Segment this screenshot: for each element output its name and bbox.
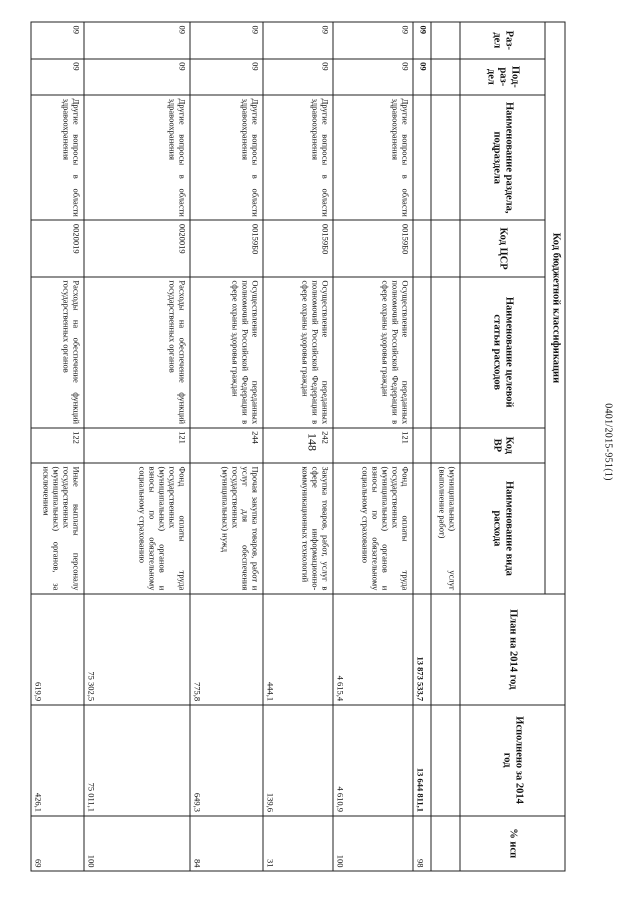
cell-csr (431, 220, 460, 277)
cell-pct: 69 (31, 816, 84, 872)
header-expense-name: Наименование вида расхода (460, 463, 545, 594)
cell-csr: 0020019 (31, 220, 84, 277)
cell-podrazdel: 09 (190, 59, 263, 96)
cell-csr: 0020019 (84, 220, 190, 277)
cell-razdel: 09 (413, 22, 431, 59)
table-row (263, 22, 333, 871)
cell-pct: 100 (84, 816, 190, 872)
budget-table-wrapper (31, 22, 566, 872)
cell-pct: 31 (263, 816, 333, 872)
cell-pct: 100 (333, 816, 413, 872)
header-vr: Код ВР (460, 428, 545, 463)
cell-plan (431, 594, 460, 705)
header-target-name: Наименование целевой статьи расходов (460, 277, 545, 428)
cell-section: Другие вопросы в области здравоохранения (31, 95, 84, 220)
cell-plan: 75 302,5 (84, 594, 190, 705)
cell-expense: Иные выплаты персоналу государственных (муниципальных) органов, за исключением (31, 463, 84, 594)
cell-section: Другие вопросы в области здравоохранения (84, 95, 190, 220)
table-row (31, 22, 84, 871)
cell-section: Другие вопросы в области здравоохранения (263, 95, 333, 220)
header-podrazdel: Под-раз-дел (460, 59, 545, 96)
cell-razdel: 09 (84, 22, 190, 59)
header-csr: Код ЦСР (460, 220, 545, 277)
table-row (190, 22, 263, 871)
cell-plan: 4 615,4 (333, 594, 413, 705)
cell-target: Осуществление переданных полномочий Российской Федерации в сфере охраны здоровья граждан (333, 277, 413, 428)
cell-vr (431, 428, 460, 463)
cell-done: 4 610,9 (333, 705, 413, 816)
cell-vr (413, 428, 431, 463)
cell-podrazdel: 09 (84, 59, 190, 96)
cell-target: Расходы на обеспечение функций государственных органов (31, 277, 84, 428)
cell-plan: 775,8 (190, 594, 263, 705)
cell-done: 139,6 (263, 705, 333, 816)
table-row (333, 22, 413, 871)
cell-target (413, 277, 431, 428)
cell-target: Осуществление переданных полномочий Российской Федерации в сфере охраны здоровья граждан (263, 277, 333, 428)
cell-expense: (муниципальных) услуг (выполнение работ) (431, 463, 460, 594)
cell-csr: 00159Б0 (333, 220, 413, 277)
cell-target (431, 277, 460, 428)
cell-pct (431, 816, 460, 872)
cell-section: Другие вопросы в области здравоохранения (333, 95, 413, 220)
cell-vr: 244 (190, 428, 263, 463)
cell-section (431, 95, 460, 220)
cell-podrazdel: 09 (31, 59, 84, 96)
cell-done: 13 644 811,1 (413, 705, 431, 816)
cell-expense (413, 463, 431, 594)
cell-section: Другие вопросы в области здравоохранения (190, 95, 263, 220)
group-header: Код бюджетной классификации (545, 22, 565, 594)
cell-plan: 444,1 (263, 594, 333, 705)
cell-csr: 00159Б0 (190, 220, 263, 277)
table-row (413, 22, 431, 871)
cell-razdel: 09 (333, 22, 413, 59)
cell-target: Расходы на обеспечение функций государственных органов (84, 277, 190, 428)
budget-table (31, 22, 566, 872)
cell-vr: 122 (31, 428, 84, 463)
cell-razdel: 09 (263, 22, 333, 59)
cell-pct: 84 (190, 816, 263, 872)
cell-section (413, 95, 431, 220)
cell-vr: 121 (84, 428, 190, 463)
cell-podrazdel: 09 (263, 59, 333, 96)
cell-done: 75 011,1 (84, 705, 190, 816)
cell-podrazdel (431, 59, 460, 96)
cell-target: Осуществление переданных полномочий Российской Федерации в сфере охраны здоровья граждан (190, 277, 263, 428)
cell-plan: 13 873 533,7 (413, 594, 431, 705)
cell-vr: 242 (263, 428, 333, 463)
cell-razdel: 09 (190, 22, 263, 59)
cell-pct: 98 (413, 816, 431, 872)
cell-razdel: 09 (31, 22, 84, 59)
table-row (84, 22, 190, 871)
cell-expense: Прочая закупка товаров, работ и услуг для обеспечения государственных (муниципальных) нужд (190, 463, 263, 594)
cell-done (431, 705, 460, 816)
cell-podrazdel: 09 (333, 59, 413, 96)
cell-expense: Закупка товаров, работ, услуг в сфере информационно-коммуникационных технологий (263, 463, 333, 594)
cell-plan: 619,9 (31, 594, 84, 705)
cell-csr (413, 220, 431, 277)
header-section-name: Наименование раздела, подраздела (460, 95, 545, 220)
document-code: 0401/2015-951(1) (602, 403, 614, 481)
table-row (431, 22, 460, 871)
header-done: Исполнено за 2014 год (460, 705, 565, 816)
header-plan: План на 2014 год (460, 594, 565, 705)
cell-csr: 00159Б0 (263, 220, 333, 277)
cell-podrazdel: 09 (413, 59, 431, 96)
cell-done: 426,1 (31, 705, 84, 816)
cell-expense: Фонд оплаты труда государственных (муниципальных) органов и взносы по обязательному социальному страхованию (333, 463, 413, 594)
header-razdel: Раз-дел (460, 22, 545, 59)
header-pct: % исп (460, 816, 565, 872)
cell-vr: 121 (333, 428, 413, 463)
cell-razdel (431, 22, 460, 59)
cell-done: 649,3 (190, 705, 263, 816)
page-number: 148 (305, 433, 320, 451)
cell-expense: Фонд оплаты труда государственных (муниципальных) органов и взносы по обязательному социальному страхованию (84, 463, 190, 594)
